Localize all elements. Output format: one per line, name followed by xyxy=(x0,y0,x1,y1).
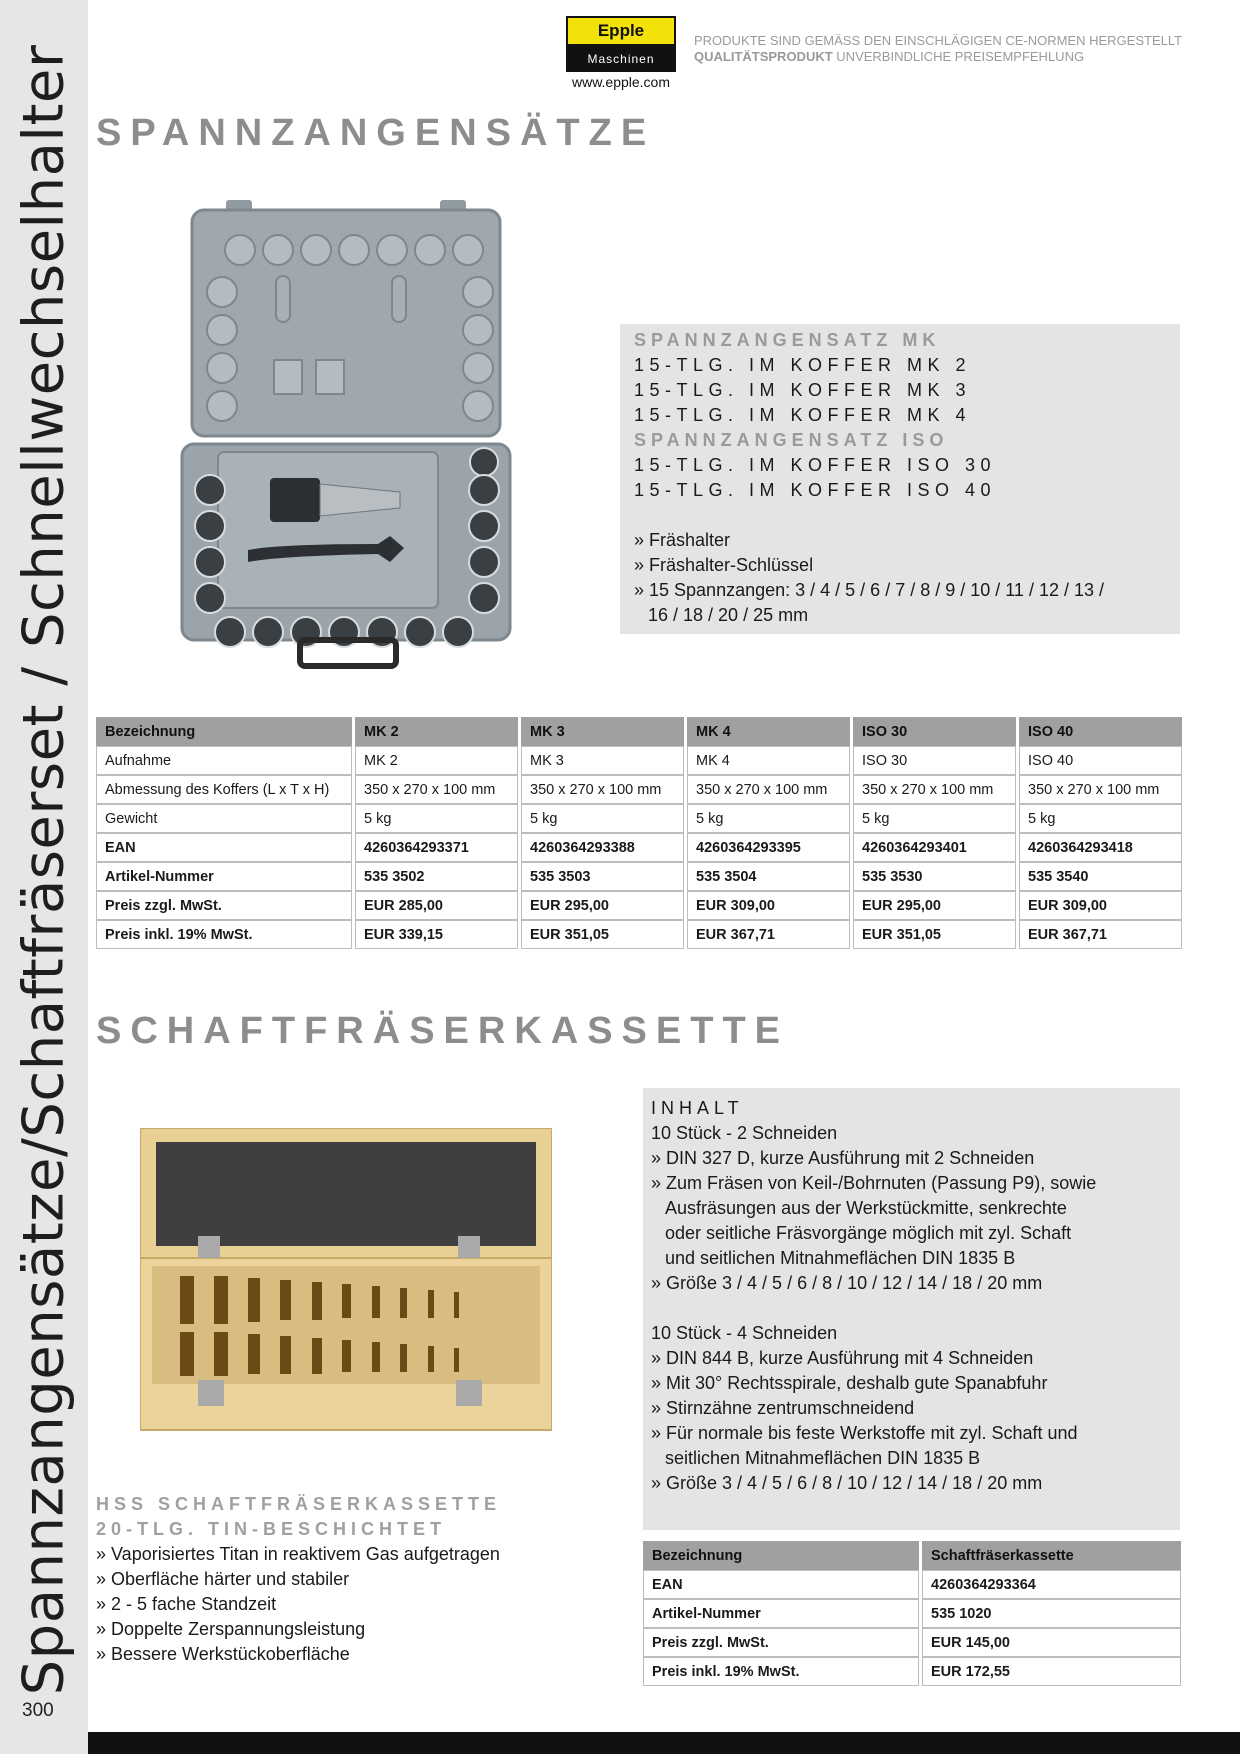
table-cell: 4260364293418 xyxy=(1019,833,1182,862)
table-header-cell: MK 4 xyxy=(687,717,850,746)
table-cell: 350 x 270 x 100 mm xyxy=(521,775,684,804)
heading-spannzangensatz-iso: SPANNZANGENSATZ ISO xyxy=(634,430,949,450)
table-cell: Preis inkl. 19% MwSt. xyxy=(96,920,352,949)
table-cell: EUR 145,00 xyxy=(922,1628,1181,1657)
section-title-spannzangensaetze: SPANNZANGENSÄTZE xyxy=(96,112,656,154)
table-cell: EUR 172,55 xyxy=(922,1657,1181,1686)
table-cell: Artikel-Nummer xyxy=(643,1599,919,1628)
table-cell: MK 4 xyxy=(687,746,850,775)
product-heading-1: HSS SCHAFTFRÄSERKASSETTE xyxy=(96,1494,502,1514)
table-cell: 535 3503 xyxy=(521,862,684,891)
table-cell: Preis inkl. 19% MwSt. xyxy=(643,1657,919,1686)
table-cell: EUR 367,71 xyxy=(687,920,850,949)
table-cell: 350 x 270 x 100 mm xyxy=(687,775,850,804)
table-header-cell: Schaftfräserkassette xyxy=(922,1541,1181,1570)
bullet-item: » DIN 327 D, kurze Ausführung mit 2 Schneiden xyxy=(651,1148,1035,1168)
table-cell: Preis zzgl. MwSt. xyxy=(96,891,352,920)
table-cell: 5 kg xyxy=(355,804,518,833)
table-row xyxy=(643,1599,1181,1628)
table-cell: MK 3 xyxy=(521,746,684,775)
table-cell: EUR 309,00 xyxy=(1019,891,1182,920)
table-cell: 350 x 270 x 100 mm xyxy=(853,775,1016,804)
table-row xyxy=(643,1657,1181,1686)
table-header-cell: MK 2 xyxy=(355,717,518,746)
table-row xyxy=(96,804,1182,833)
contents-info-box xyxy=(643,1088,1180,1530)
epple-logo xyxy=(566,16,676,98)
table-cell: ISO 40 xyxy=(1019,746,1182,775)
table-cell: Artikel-Nummer xyxy=(96,862,352,891)
contents-heading: INHALT xyxy=(651,1098,744,1118)
table-cell: 5 kg xyxy=(1019,804,1182,833)
table-row xyxy=(96,775,1182,804)
bullet-item: » Größe 3 / 4 / 5 / 6 / 8 / 10 / 12 / 14 / 18 / 20 mm xyxy=(651,1273,1043,1293)
bullet-item: » Fräshalter xyxy=(634,530,731,550)
table-cell: Gewicht xyxy=(96,804,352,833)
table-row xyxy=(643,1570,1181,1599)
table-header-row xyxy=(643,1541,1181,1570)
iso-line: 15-TLG. IM KOFFER ISO 40 xyxy=(634,480,997,500)
table-cell: Aufnahme xyxy=(96,746,352,775)
table-row xyxy=(643,1628,1181,1657)
table-cell: MK 2 xyxy=(355,746,518,775)
bullet-item: » Oberfläche härter und stabiler xyxy=(96,1569,350,1589)
table-cell: 350 x 270 x 100 mm xyxy=(355,775,518,804)
logo-url: www.epple.com xyxy=(571,74,671,90)
table-header-row xyxy=(96,717,1182,746)
table-cell: 4260364293388 xyxy=(521,833,684,862)
bullet-item-continuation: Ausfräsungen aus der Werkstückmitte, senkrechte xyxy=(665,1198,1067,1218)
bullet-item-continuation: und seitlichen Mitnahmeflächen DIN 1835 B xyxy=(665,1248,1016,1268)
table-cell: 535 3504 xyxy=(687,862,850,891)
table-cell: Abmessung des Koffers (L x T x H) xyxy=(96,775,352,804)
table-cell: 350 x 270 x 100 mm xyxy=(1019,775,1182,804)
page-number: 300 xyxy=(22,1700,54,1721)
group-title: 10 Stück - 2 Schneiden xyxy=(651,1123,838,1143)
table-header-cell: ISO 30 xyxy=(853,717,1016,746)
table-cell: EUR 285,00 xyxy=(355,891,518,920)
table-cell: 5 kg xyxy=(687,804,850,833)
bullet-item-continuation: seitlichen Mitnahmeflächen DIN 1835 B xyxy=(665,1448,981,1468)
table-header-cell: MK 3 xyxy=(521,717,684,746)
bullet-item: » DIN 844 B, kurze Ausführung mit 4 Schneiden xyxy=(651,1348,1034,1368)
table-cell: 5 kg xyxy=(853,804,1016,833)
bullet-item: » Größe 3 / 4 / 5 / 6 / 8 / 10 / 12 / 14 / 18 / 20 mm xyxy=(651,1473,1043,1493)
heading-spannzangensatz-mk: SPANNZANGENSATZ MK xyxy=(634,330,941,350)
product-description xyxy=(96,1492,636,1667)
table-cell: 4260364293364 xyxy=(922,1570,1181,1599)
group-title: 10 Stück - 4 Schneiden xyxy=(651,1323,838,1343)
table-cell: 535 3502 xyxy=(355,862,518,891)
table-cell: EAN xyxy=(96,833,352,862)
table-row xyxy=(96,920,1182,949)
section-title-schaftfraeserkassette: SCHAFTFRÄSERKASSETTE xyxy=(96,1010,790,1052)
header-note-line1: PRODUKTE SIND GEMÄSS DEN EINSCHLÄGIGEN CE-NORMEN HERGESTELLT xyxy=(694,33,1183,48)
table-cell: EUR 295,00 xyxy=(853,891,1016,920)
logo-brand: Epple xyxy=(566,16,676,46)
table-cell: 4260364293371 xyxy=(355,833,518,862)
collet-spec-table xyxy=(93,717,1185,949)
table-row xyxy=(96,833,1182,862)
table-cell: 4260364293395 xyxy=(687,833,850,862)
bullet-item: » Doppelte Zerspannungsleistung xyxy=(96,1619,366,1639)
table-header-cell: Bezeichnung xyxy=(96,717,352,746)
collet-set-info-box xyxy=(620,324,1180,634)
bullet-item: » Vaporisiertes Titan in reaktivem Gas aufgetragen xyxy=(96,1544,500,1564)
bullet-item: » Bessere Werkstückoberfläche xyxy=(96,1644,350,1664)
table-cell: EAN xyxy=(643,1570,919,1599)
footer-bar xyxy=(88,1732,1240,1754)
bullet-item: » Für normale bis feste Werkstoffe mit zyl. Schaft und xyxy=(651,1423,1078,1443)
bullet-item: » Fräshalter-Schlüssel xyxy=(634,555,814,575)
table-row xyxy=(96,746,1182,775)
bullet-item: » Zum Fräsen von Keil-/Bohrnuten (Passung P9), sowie xyxy=(651,1173,1097,1193)
bullet-item: » 2 - 5 fache Standzeit xyxy=(96,1594,277,1614)
table-row xyxy=(96,862,1182,891)
table-cell: 535 3540 xyxy=(1019,862,1182,891)
mk-line: 15-TLG. IM KOFFER MK 2 xyxy=(634,355,972,375)
table-cell: EUR 295,00 xyxy=(521,891,684,920)
header-note xyxy=(694,33,1182,65)
table-cell: Preis zzgl. MwSt. xyxy=(643,1628,919,1657)
table-cell: 535 1020 xyxy=(922,1599,1181,1628)
mk-line: 15-TLG. IM KOFFER MK 4 xyxy=(634,405,972,425)
table-row xyxy=(96,891,1182,920)
product-heading-2: 20-TLG. TIN-BESCHICHTET xyxy=(96,1519,447,1539)
table-cell: 5 kg xyxy=(521,804,684,833)
table-cell: EUR 367,71 xyxy=(1019,920,1182,949)
bullet-item-continuation: 16 / 18 / 20 / 25 mm xyxy=(648,605,809,625)
iso-line: 15-TLG. IM KOFFER ISO 30 xyxy=(634,455,997,475)
table-cell: EUR 351,05 xyxy=(521,920,684,949)
bullet-item-continuation: oder seitliche Fräsvorgänge möglich mit zyl. Schaft xyxy=(665,1223,1072,1243)
collet-case-image xyxy=(178,200,514,670)
end-mill-spec-table xyxy=(640,1541,1184,1686)
table-cell: EUR 339,15 xyxy=(355,920,518,949)
table-cell: EUR 309,00 xyxy=(687,891,850,920)
mk-line: 15-TLG. IM KOFFER MK 3 xyxy=(634,380,972,400)
table-header-cell: Bezeichnung xyxy=(643,1541,919,1570)
table-header-cell: ISO 40 xyxy=(1019,717,1182,746)
table-cell: 4260364293401 xyxy=(853,833,1016,862)
table-cell: EUR 351,05 xyxy=(853,920,1016,949)
logo-sub: Maschinen xyxy=(566,46,676,72)
table-cell: 535 3530 xyxy=(853,862,1016,891)
table-cell: ISO 30 xyxy=(853,746,1016,775)
bullet-item: » Mit 30° Rechtsspirale, deshalb gute Spanabfuhr xyxy=(651,1373,1048,1393)
header-note-line2 xyxy=(694,49,1182,65)
header-note-rest: UNVERBINDLICHE PREISEMPFEHLUNG xyxy=(836,49,1085,64)
header-note-bold: QUALITÄTSPRODUKT xyxy=(694,49,833,64)
bullet-item: » 15 Spannzangen: 3 / 4 / 5 / 6 / 7 / 8 / 9 / 10 / 11 / 12 / 13 / xyxy=(634,580,1104,600)
bullet-item: » Stirnzähne zentrumschneidend xyxy=(651,1398,915,1418)
end-mill-box-image xyxy=(140,1128,552,1433)
sidebar-title: Spannzangensätze/Schaftfräserset / Schnellwechselhalter xyxy=(11,44,77,1696)
